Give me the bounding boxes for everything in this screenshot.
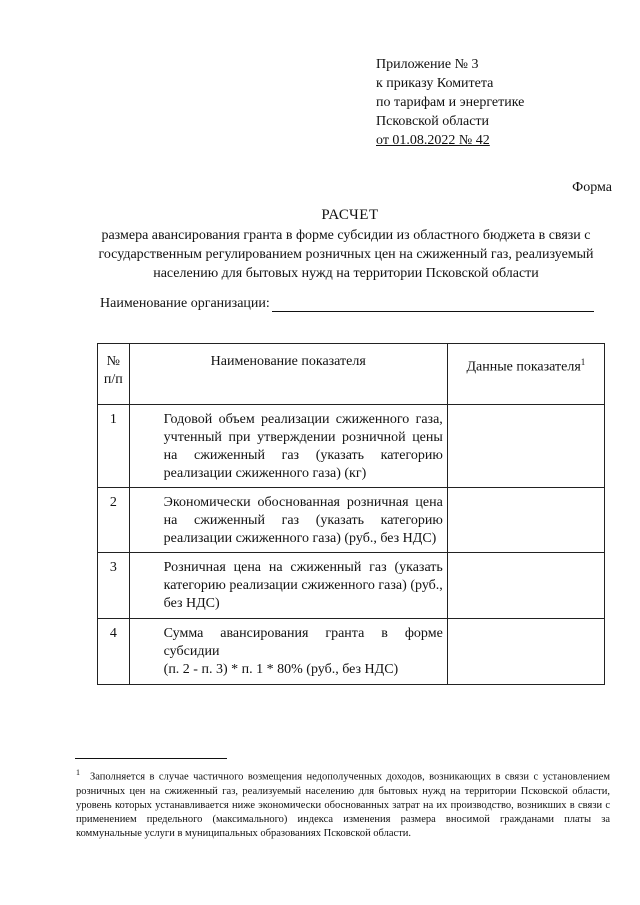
row-number: 1 (98, 405, 130, 488)
appendix-line-2: к приказу Комитета (376, 76, 494, 91)
document-subtitle: размера авансирования гранта в форме субсидии из областного бюджета в связи с государственным регулированием розничных цен на сжиженный газ, реализуемый населению для бытовых нужд на территории Псковской области (98, 228, 594, 281)
row-indicator-formula: (п. 2 - п. 3) * п. 1 * 80% (руб., без НДС) (163, 662, 399, 677)
header-number-abbr: п/п (103, 372, 123, 387)
row-indicator-value[interactable] (447, 553, 604, 619)
row-indicator-name-line-1: Сумма авансирования гранта в форме субсидии (163, 626, 443, 659)
footnote-separator (75, 758, 227, 759)
footnote-text: Заполняется в случае частичного возмещения недополученных доходов, возникающих в связи с установлением розничных цен на сжиженный газ, реализуемый населению для бытовых нужд на территории Псковской области, уровень которых устанавливается ниже экономически обоснованных затрат на их производство, возникших в связи с применением предельного (максимального) индекса изменения размера вносимой гражданами платы за коммунальные услуги в муниципальных образованиях Псковской области. (76, 771, 610, 839)
organization-blank-line[interactable] (272, 297, 594, 312)
footnote (76, 766, 610, 841)
table-row (98, 553, 605, 619)
calculation-table (97, 343, 605, 685)
header-indicator-data-label: Данные показателя (466, 359, 581, 375)
footnote-reference: 1 (580, 357, 586, 367)
row-indicator-name: Экономически обоснованная розничная цена на сжиженный газ (указать категорию реализации сжиженного газа) (руб., без НДС) (129, 488, 447, 553)
row-indicator-value[interactable] (447, 405, 604, 488)
document-title: РАСЧЕТ (321, 207, 379, 223)
appendix-line-1: Приложение № 3 (376, 57, 479, 72)
table-row (98, 488, 605, 553)
row-indicator-name (129, 619, 447, 685)
row-indicator-value[interactable] (447, 488, 604, 553)
appendix-order-date: от 01.08.2022 № 42 (376, 133, 490, 148)
form-label: Форма (572, 180, 612, 195)
row-number: 4 (98, 619, 130, 685)
appendix-line-4: Псковской области (376, 114, 490, 129)
row-number: 2 (98, 488, 130, 553)
appendix-line-3: по тарифам и энергетике (376, 95, 525, 110)
header-indicator-name: Наименование показателя (129, 344, 447, 405)
table-row (98, 405, 605, 488)
row-number: 3 (98, 553, 130, 619)
footnote-mark: 1 (76, 768, 80, 777)
header-number (98, 344, 130, 405)
header-indicator-data (447, 344, 604, 405)
organization-field (100, 296, 594, 312)
row-indicator-value[interactable] (447, 619, 604, 685)
appendix-header (376, 55, 524, 150)
table-row (98, 619, 605, 685)
table-header-row (98, 344, 605, 405)
header-number-sign: № (106, 354, 120, 369)
organization-label: Наименование организации: (100, 296, 270, 311)
row-indicator-name: Годовой объем реализации сжиженного газа, учтенный при утверждении розничной цены на сжиженный газ (указать категорию реализации сжиженного газа) (кг) (129, 405, 447, 488)
row-indicator-name: Розничная цена на сжиженный газ (указать категорию реализации сжиженного газа) (руб., без НДС) (129, 553, 447, 619)
